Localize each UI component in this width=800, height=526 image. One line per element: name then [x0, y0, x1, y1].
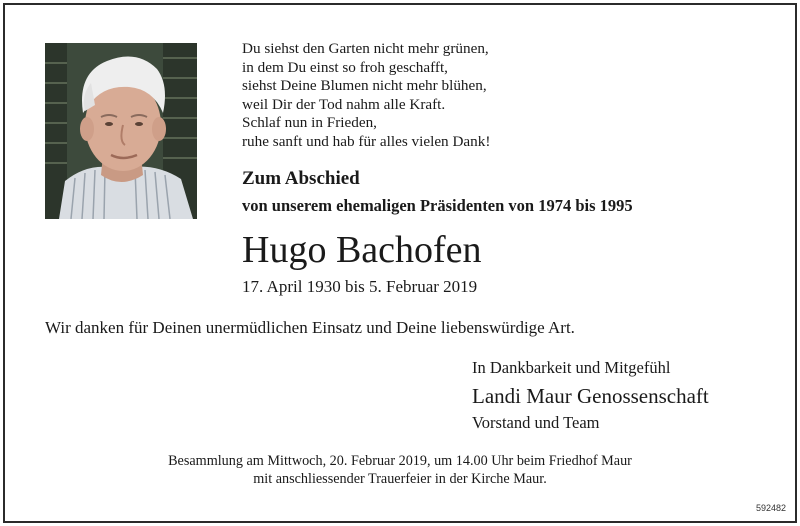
- farewell-subtitle: von unserem ehemaligen Präsidenten von 1974 bis 1995: [242, 196, 633, 215]
- poem-line: weil Dir der Tod nahm alle Kraft.: [242, 95, 446, 113]
- portrait-photo: [45, 43, 197, 219]
- deceased-name: Hugo Bachofen: [242, 229, 482, 271]
- organization-name: Landi Maur Genossenschaft: [472, 384, 709, 408]
- reference-number: 592482: [755, 503, 786, 513]
- poem-line: Du siehst den Garten nicht mehr grünen,: [242, 40, 489, 57]
- memorial-poem: [242, 40, 662, 152]
- service-line: Besammlung am Mittwoch, 20. Februar 2019, um 14.00 Uhr beim Friedhof Maur: [168, 453, 632, 469]
- thanks-text: Wir danken für Deinen unermüdlichen Einsatz und Deine liebenswürdige Art.: [45, 318, 575, 337]
- poem-line: Schlaf nun in Frieden,: [242, 114, 377, 132]
- gratitude-line: In Dankbarkeit und Mitgefühl: [472, 358, 671, 377]
- life-dates: 17. April 1930 bis 5. Februar 2019: [242, 277, 478, 296]
- farewell-heading: Zum Abschied: [242, 168, 360, 189]
- poem-line: in dem Du einst so froh geschafft,: [242, 58, 448, 76]
- service-info: [0, 452, 800, 488]
- team-line: Vorstand und Team: [472, 413, 600, 432]
- service-line: mit anschliessender Trauerfeier in der Kirche Maur.: [253, 471, 547, 487]
- poem-line: ruhe sanft und hab für alles vielen Dank!: [242, 132, 491, 150]
- poem-line: siehst Deine Blumen nicht mehr blühen,: [242, 77, 487, 95]
